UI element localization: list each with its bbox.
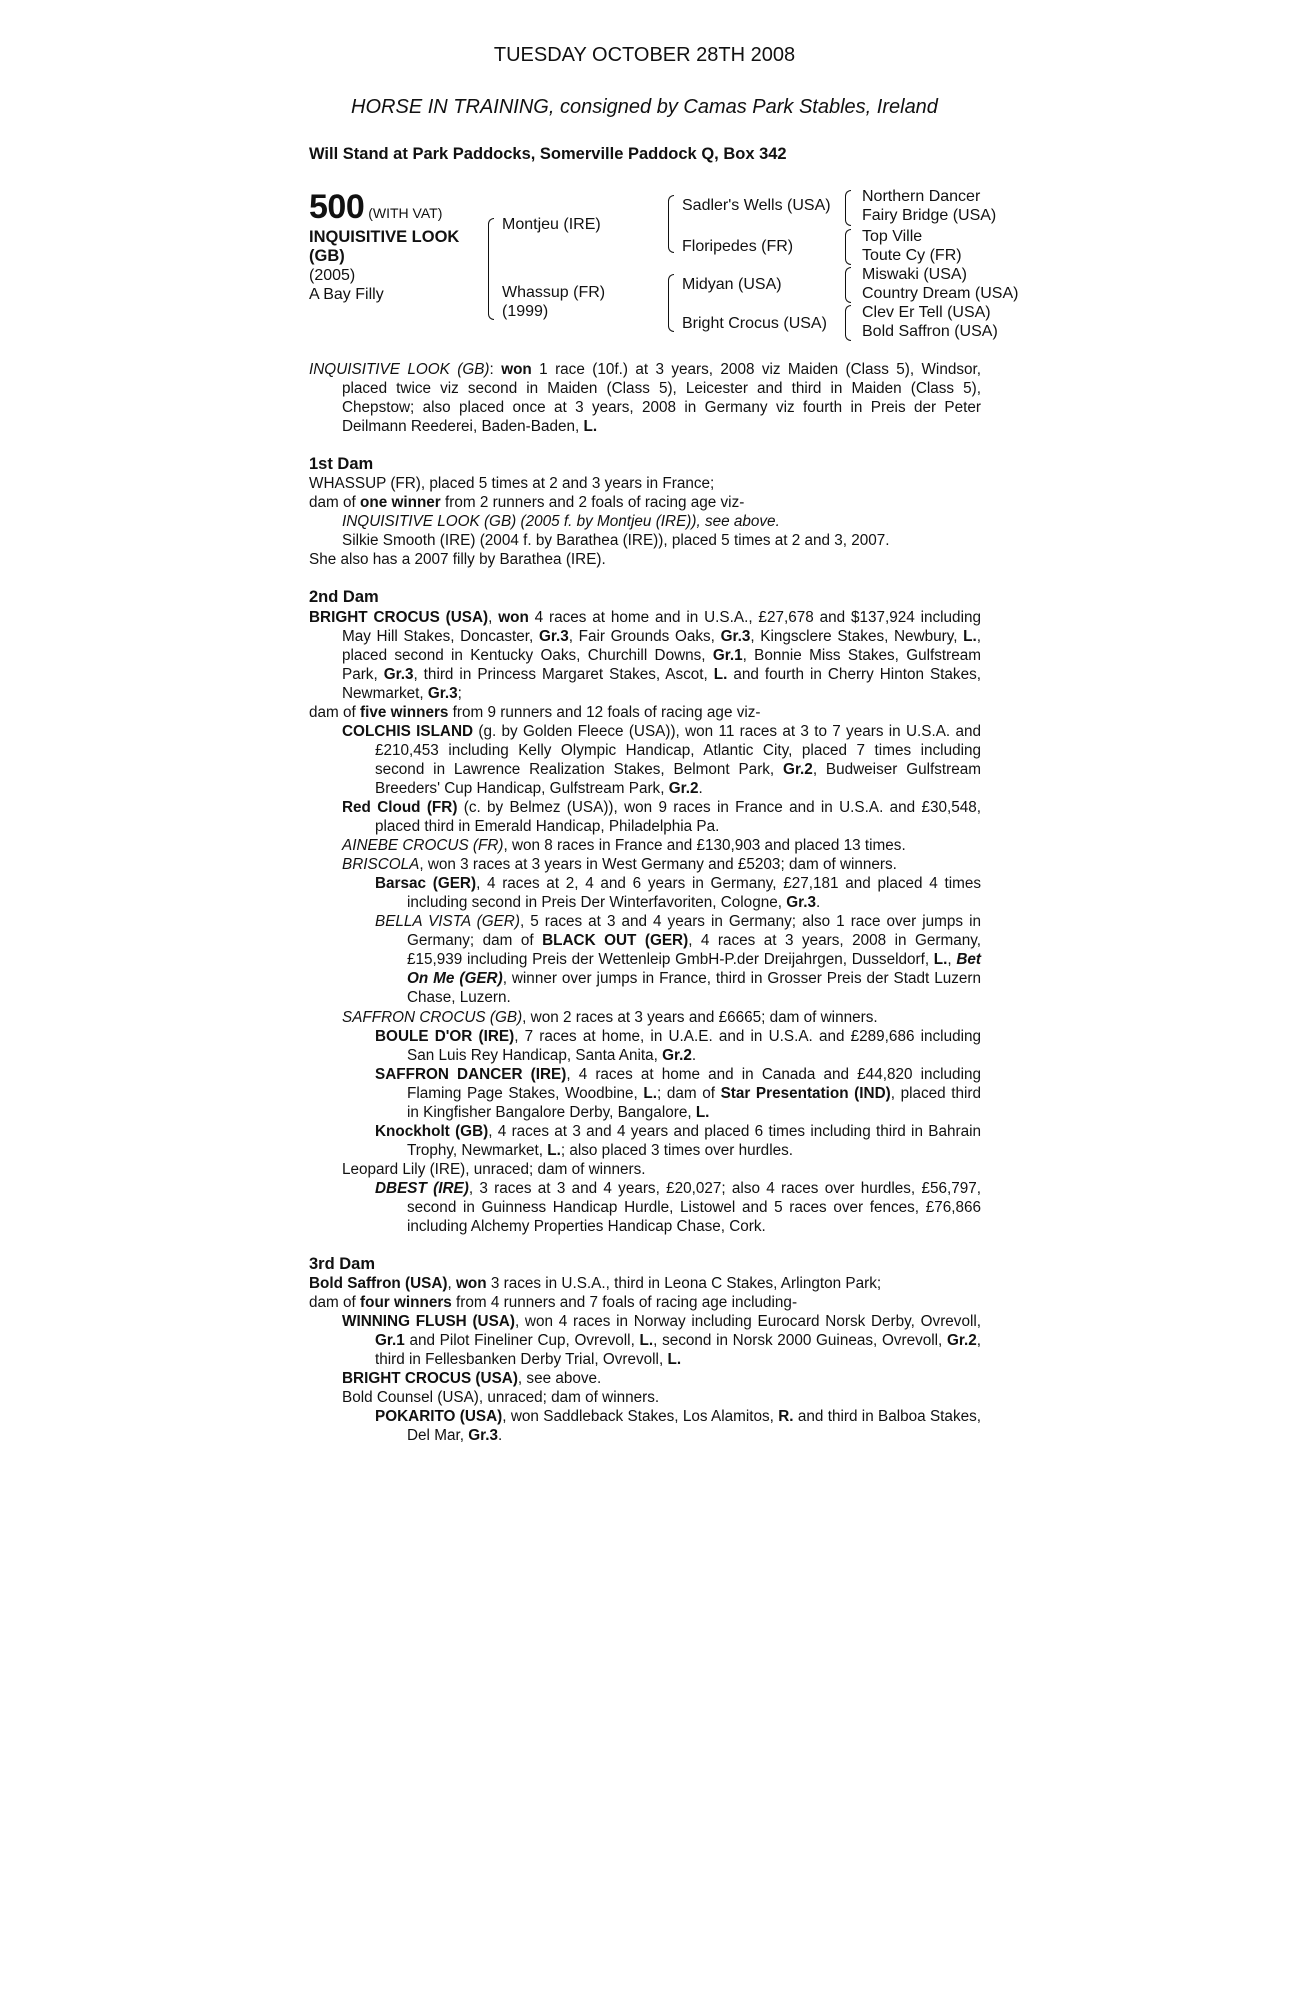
pedigree-bracket <box>668 274 674 332</box>
dam-record: WHASSUP (FR), placed 5 times at 2 and 3 years in France; <box>309 475 715 493</box>
grand-produce-entry: Barsac (GER), 4 races at 2, 4 and 6 years in Germany, £27,181 and placed 4 times including second in Preis Der Winterfavoriten, Cologne, Gr.3. <box>375 875 981 912</box>
consignment-line: HORSE IN TRAINING, consigned by Camas Park Stables, Ireland <box>351 96 938 118</box>
produce-entry: BRIGHT CROCUS (USA), see above. <box>342 1370 602 1388</box>
ped-gg8: Bold Saffron (USA) <box>862 323 998 340</box>
ped-sire: Montjeu (IRE) <box>502 216 601 233</box>
lot-header <box>309 188 442 227</box>
ped-dam-year: (1999) <box>502 303 549 320</box>
ped-dam-dam: Bright Crocus (USA) <box>682 315 827 332</box>
horse-description: A Bay Filly <box>309 286 384 303</box>
ped-gg3: Top Ville <box>862 228 923 245</box>
produce-entry: Silkie Smooth (IRE) (2004 f. by Barathea (IRE)), placed 5 times at 2 and 3, 2007. <box>342 532 890 550</box>
ped-gg6: Country Dream (USA) <box>862 285 1019 302</box>
pedigree-bracket <box>668 195 674 253</box>
produce-entry: Leopard Lily (IRE), unraced; dam of winners. <box>342 1160 646 1178</box>
pedigree-notes <box>309 360 981 1446</box>
produce-entry: Red Cloud (FR) (c. by Belmez (USA)), won 9 races in France and in U.S.A. and £30,548, placed third in Emerald Handicap, Philadelphia Pa. <box>342 798 981 836</box>
horse-name-line2: (GB) <box>309 247 345 265</box>
ped-sire-dam: Floripedes (FR) <box>682 238 794 255</box>
pedigree-bracket <box>845 190 851 226</box>
grand-produce-entry: POKARITO (USA), won Saddleback Stakes, Los Alamitos, R. and third in Balboa Stakes, Del Mar, Gr.3. <box>375 1408 981 1445</box>
second-dam-record: BRIGHT CROCUS (USA), won 4 races at home and in U.S.A., £27,678 and $137,924 including May Hill Stakes, Doncaster, Gr.3, Fair Grounds Oaks, Gr.3, Kingsclere Stakes, Newbury, L., placed second in Kentucky Oaks, Churchill Downs, Gr.1, Bonnie Miss Stakes, Gulfstream Park, Gr.3, third in Princess Margaret Stakes, Ascot, L. and fourth in Cherry Hinton Stakes, Newmarket, Gr.3; <box>309 608 982 702</box>
produce-entry: WINNING FLUSH (USA), won 4 races in Norway including Eurocard Norsk Derby, Ovrevoll, Gr.1 and Pilot Fineliner Cup, Ovrevoll, L., second in Norsk 2000 Guineas, Ovrevoll, Gr.2, third in Fellesbanken Derby Trial, Ovrevoll, L. <box>342 1313 981 1369</box>
ped-sire-sire: Sadler's Wells (USA) <box>682 197 831 214</box>
produce-entry: Bold Counsel (USA), unraced; dam of winners. <box>342 1389 660 1407</box>
pedigree-bracket <box>845 229 851 265</box>
produce-entry: SAFFRON CROCUS (GB), won 2 races at 3 years and £6665; dam of winners. <box>342 1008 878 1026</box>
stand-location: Will Stand at Park Paddocks, Somerville Paddock Q, Box 342 <box>309 145 787 163</box>
produce-entry: INQUISITIVE LOOK (GB) (2005 f. by Montjeu (IRE)), see above. <box>342 513 780 531</box>
third-dam-produce-summary: dam of four winners from 4 runners and 7 foals of racing age including- <box>309 1294 798 1312</box>
produce-entry: COLCHIS ISLAND (g. by Golden Fleece (USA)), won 11 races at 3 to 7 years in U.S.A. and £210,453 including Kelly Olympic Handicap, Atlantic City, placed 7 times including second in Lawrence Realization Stakes, Belmont Park, Gr.2, Budweiser Gulfstream Breeders' Cup Handicap, Gulfstream Park, Gr.2. <box>342 722 981 797</box>
grand-produce-entry: BOULE D'OR (IRE), 7 races at home, in U.A.E. and in U.S.A. and £289,686 including San Luis Rey Handicap, Santa Anita, Gr.2. <box>375 1027 981 1064</box>
produce-entry: BRISCOLA, won 3 races at 3 years in West Germany and £5203; dam of winners. <box>342 856 897 874</box>
ped-dam: Whassup (FR) <box>502 284 606 301</box>
third-dam-record: Bold Saffron (USA), won 3 races in U.S.A., third in Leona C Stakes, Arlington Park; <box>309 1275 882 1293</box>
second-dam-produce-summary: dam of five winners from 9 runners and 12 foals of racing age viz- <box>309 703 761 721</box>
ped-gg4: Toute Cy (FR) <box>862 247 962 264</box>
vat-note: (WITH VAT) <box>368 205 443 221</box>
grand-produce-entry: DBEST (IRE), 3 races at 3 and 4 years, £20,027; also 4 races over hurdles, £56,797, second in Guinness Handicap Hurdle, Listowel and 5 races over fences, £76,866 including Alchemy Properties Handicap Chase, Cork. <box>375 1179 981 1236</box>
foaling-year: (2005) <box>309 267 356 284</box>
ped-gg2: Fairy Bridge (USA) <box>862 207 997 224</box>
race-record: INQUISITIVE LOOK (GB): won 1 race (10f.) at 3 years, 2008 viz Maiden (Class 5), Windsor, placed twice viz second in Maiden (Class 5), Leicester and third in Maiden (Class 5), Chepstow; also placed once at 3 years, 2008 in Germany viz fourth in Preis der Peter Deilmann Reederei, Baden-Baden, L. <box>309 361 981 436</box>
lot-number: 500 <box>309 188 365 226</box>
section-heading-2nd-dam: 2nd Dam <box>309 588 379 607</box>
ped-gg7: Clev Er Tell (USA) <box>862 304 991 321</box>
ped-gg1: Northern Dancer <box>862 188 981 205</box>
horse-name-line1: INQUISITIVE LOOK <box>309 228 460 246</box>
pedigree-bracket <box>845 267 851 303</box>
pedigree-bracket <box>845 305 851 341</box>
horse-name <box>309 228 459 266</box>
dam-note: She also has a 2007 filly by Barathea (IRE). <box>309 551 606 569</box>
section-heading-1st-dam: 1st Dam <box>309 455 374 474</box>
dam-produce-summary: dam of one winner from 2 runners and 2 foals of racing age viz- <box>309 494 745 512</box>
horse-info <box>309 266 384 304</box>
produce-entry: AINEBE CROCUS (FR), won 8 races in France and £130,903 and placed 13 times. <box>342 837 906 855</box>
grand-produce-entry: BELLA VISTA (GER), 5 races at 3 and 4 years in Germany; also 1 race over jumps in Germany; dam of BLACK OUT (GER), 4 races at 3 years, 2008 in Germany, £15,939 including Preis der Wettenleip GmbH-P.der Dreijahrgen, Dusseldorf, L., Bet On Me (GER), winner over jumps in France, third in Grosser Preis der Stadt Luzern Chase, Luzern. <box>375 913 982 1007</box>
ped-dam-sire: Midyan (USA) <box>682 276 782 293</box>
section-heading-3rd-dam: 3rd Dam <box>309 1255 376 1274</box>
grand-produce-entry: Knockholt (GB), 4 races at 3 and 4 years and placed 6 times including third in Bahrain Trophy, Newmarket, L.; also placed 3 times over hurdles. <box>375 1122 981 1159</box>
grand-produce-entry: SAFFRON DANCER (IRE), 4 races at home and in Canada and £44,820 including Flaming Page Stakes, Woodbine, L.; dam of Star Presentation (IND), placed third in Kingfisher Bangalore Derby, Bangalore, L. <box>375 1065 981 1121</box>
pedigree-bracket <box>488 218 494 320</box>
ped-gg5: Miswaki (USA) <box>862 266 967 283</box>
sale-date: TUESDAY OCTOBER 28TH 2008 <box>493 44 796 66</box>
